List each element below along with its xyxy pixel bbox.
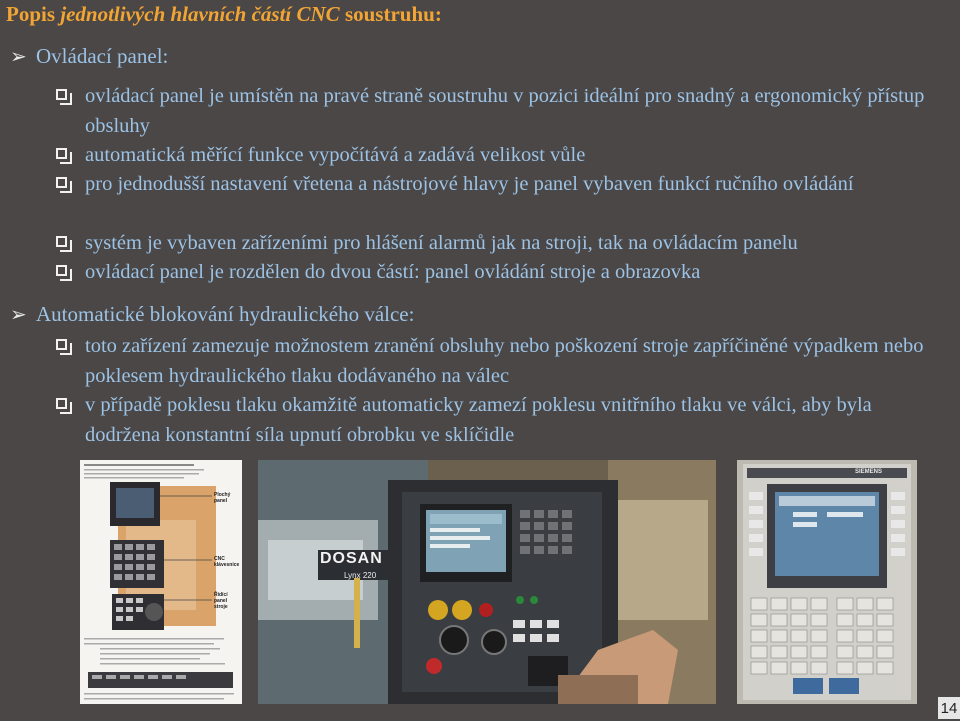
checkbox-bullet-icon [56, 236, 67, 247]
list-item: v případě poklesu tlaku okamžitě automaticky zamezí poklesu vnitřního tlaku ve válci, aby byla dodržena konstantní síla upnutí obrobku ve sklíčidle [56, 391, 946, 450]
checkbox-bullet-icon [56, 339, 67, 350]
control-panel-brochure-image [80, 460, 242, 704]
checkbox-bullet-icon [56, 265, 67, 276]
machine-model-label: Lynx 220 [344, 571, 377, 580]
section-heading-control-panel: ➢ Ovládací panel: [10, 44, 169, 68]
lathe-illustration [258, 460, 716, 704]
checkbox-bullet-icon [56, 398, 67, 409]
page-number: 14 [938, 697, 960, 719]
list-item: pro jednodušší nastavení vřetena a nástrojové hlavy je panel vybaven funkcí ručního ovládání [56, 170, 946, 200]
list-item: systém je vybaven zařízeními pro hlášení alarmů jak na stroji, tak na ovládacím panelu [56, 229, 946, 259]
section-heading-hydraulic-lock: ➢ Automatické blokování hydraulického válce: [10, 302, 415, 326]
control-brand-label: SIEMENS [855, 469, 883, 475]
arrow-bullet-icon: ➢ [10, 46, 27, 68]
checkbox-bullet-icon [56, 177, 67, 188]
list-item: automatická měřící funkce vypočítává a zadává velikost vůle [56, 141, 946, 171]
checkbox-bullet-icon [56, 89, 67, 100]
panel-label: CNC klávesnice [214, 556, 240, 568]
arrow-bullet-icon: ➢ [10, 304, 27, 326]
list-item: ovládací panel je umístěn na pravé straně soustruhu v pozici ideální pro snadný a ergonomický přístup obsluhy [56, 82, 946, 141]
panel-label: Plochý panel [214, 492, 231, 504]
siemens-control-panel-photo [737, 460, 917, 704]
machine-brand-label: DOSAN [320, 550, 383, 567]
list-item: ovládací panel je rozdělen do dvou částí: panel ovládání stroje a obrazovka [56, 258, 946, 288]
checkbox-bullet-icon [56, 148, 67, 159]
list-item: toto zařízení zamezuje možnostem zranění obsluhy nebo poškození stroje zapříčiněné výpadkem nebo poklesem hydraulického tlaku dodávaného na válec [56, 332, 946, 391]
panel-label: Řídící panel stroje [214, 592, 228, 610]
siemens-panel-illustration [737, 460, 917, 704]
slide-title: Popis jednotlivých hlavních částí CNC soustruhu: [6, 2, 442, 26]
lathe-control-panel-photo [258, 460, 716, 704]
